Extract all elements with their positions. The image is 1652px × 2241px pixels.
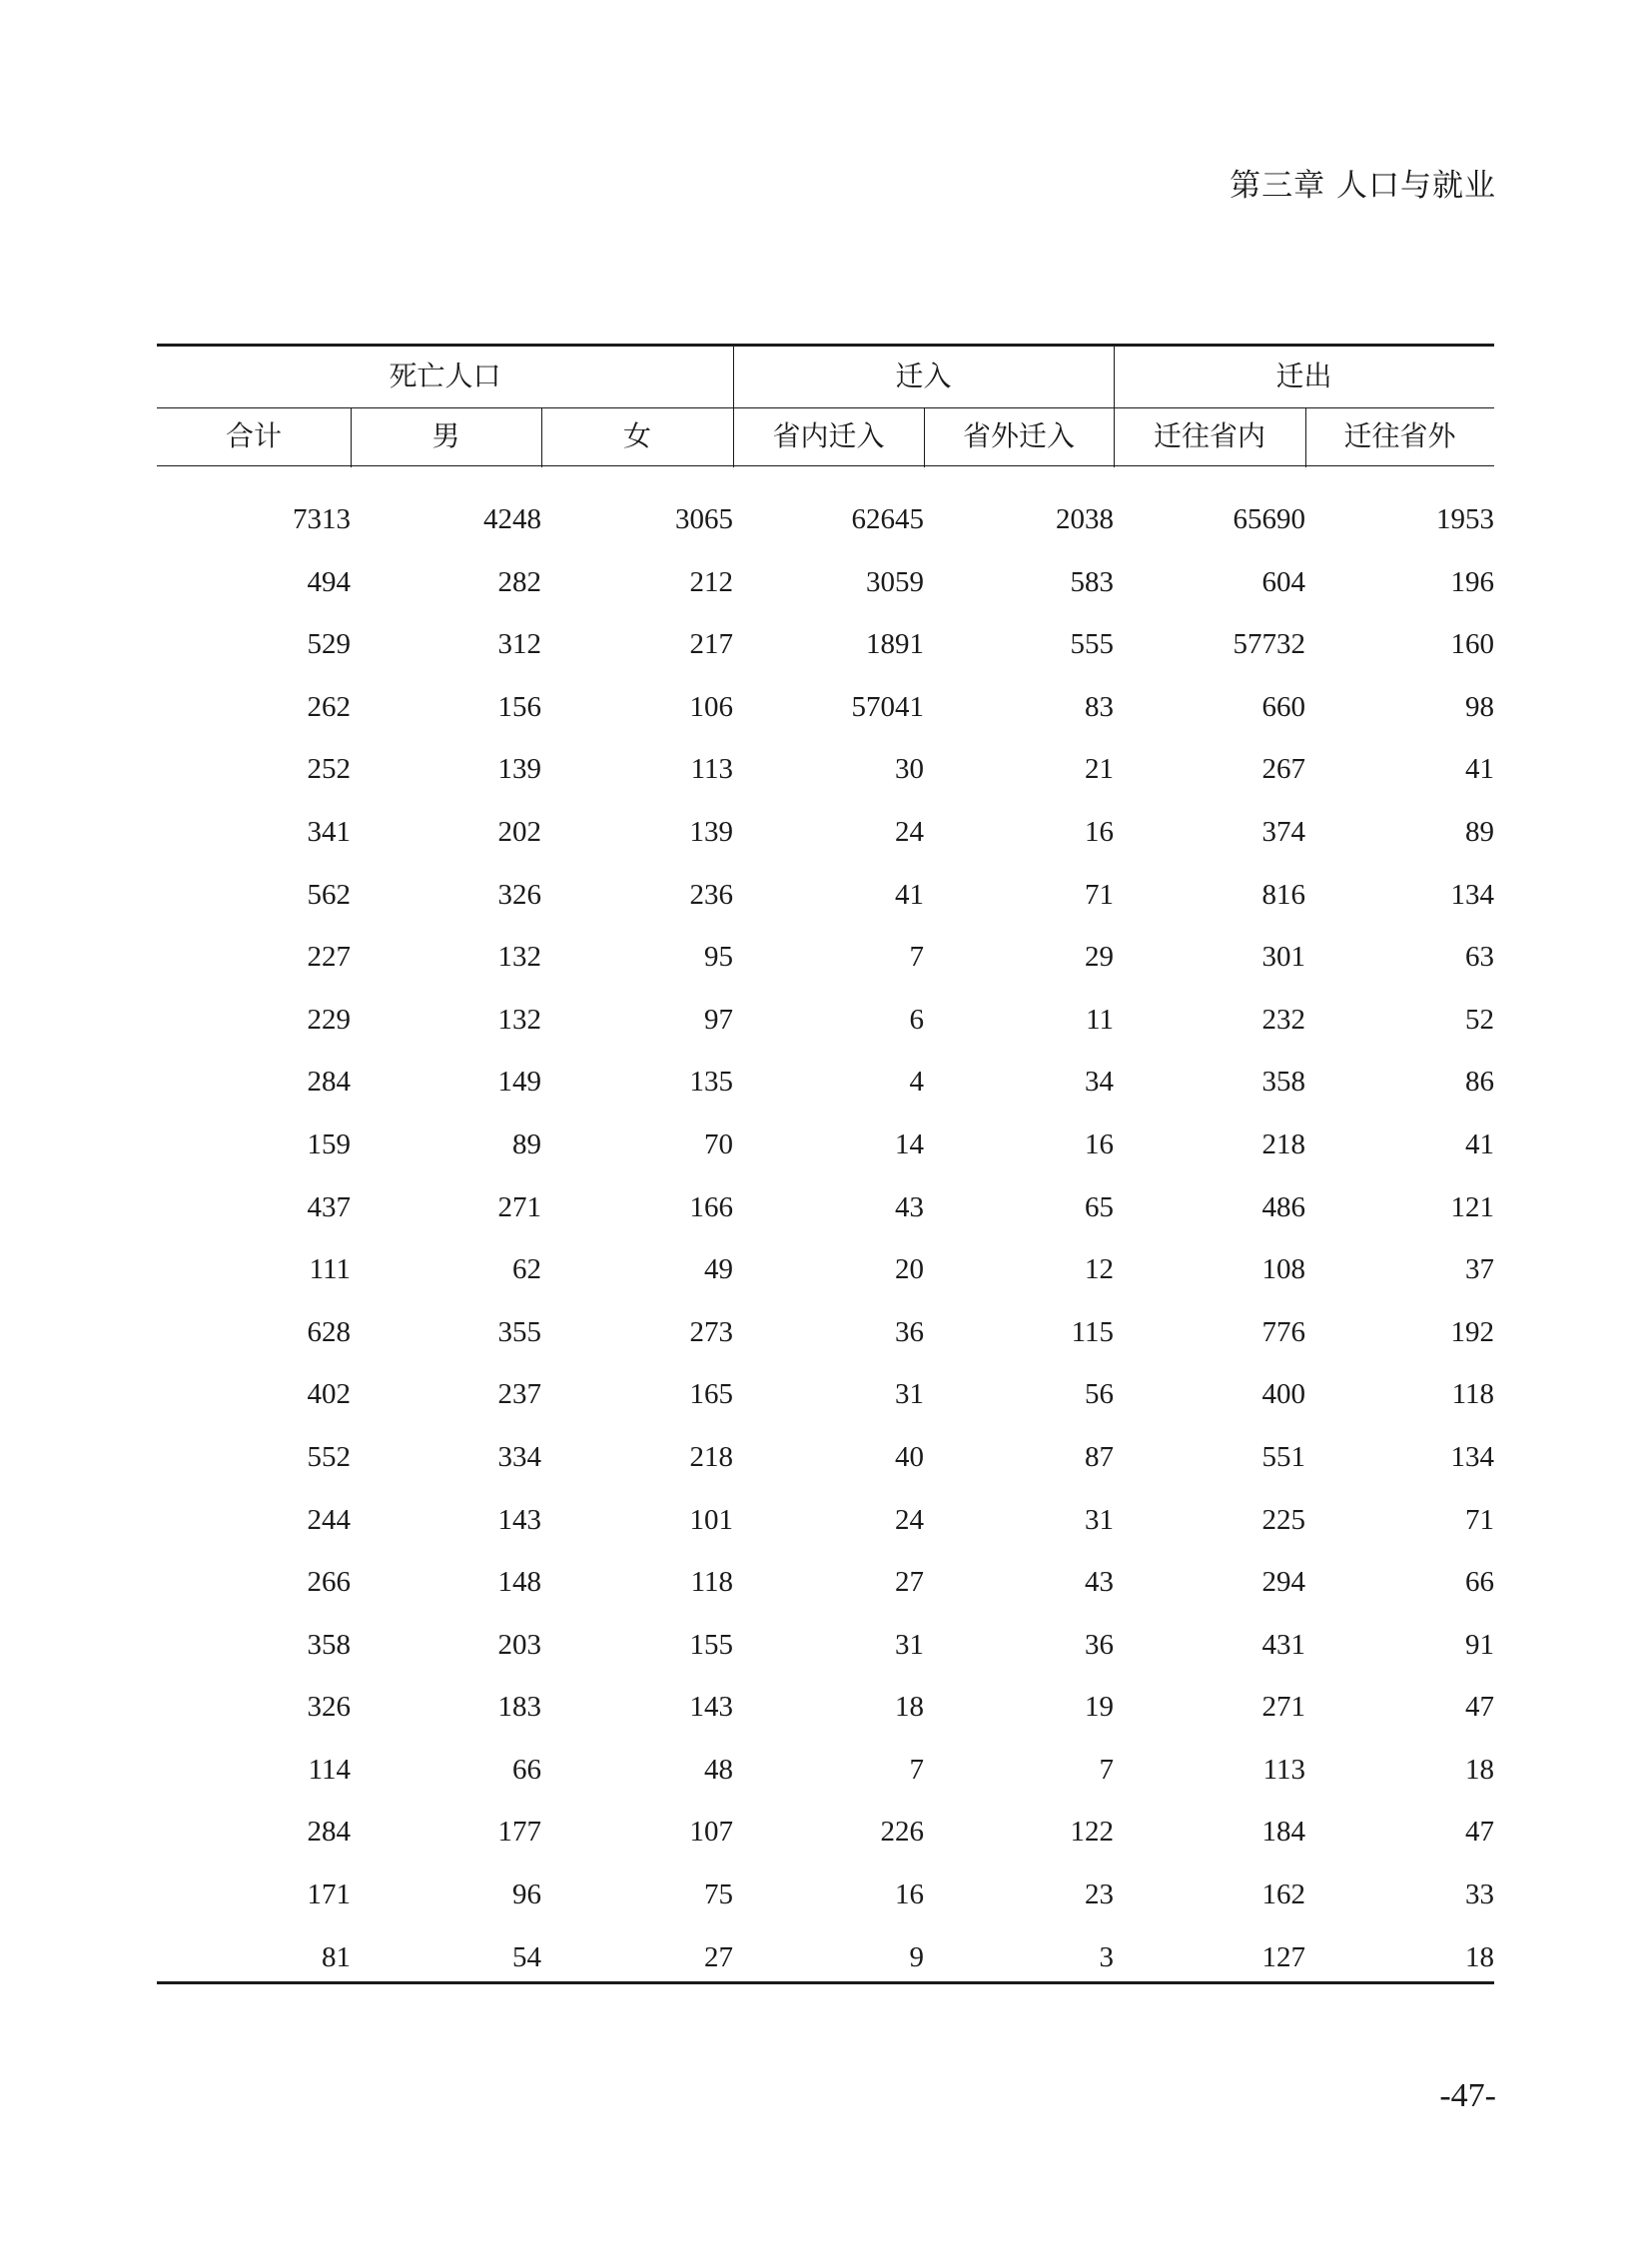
table-cell: 89	[1465, 815, 1494, 848]
table-cell: 166	[689, 1190, 733, 1223]
table-cell: 113	[1262, 1753, 1305, 1786]
table-cell: 106	[689, 690, 733, 723]
table-cell: 27	[895, 1566, 924, 1599]
table-cell: 7	[909, 941, 924, 974]
column-header-in-outside-province: 省外迁入	[962, 419, 1075, 452]
table-cell: 282	[497, 565, 541, 598]
table-cell: 12	[1085, 1253, 1114, 1286]
table-top-rule	[157, 344, 1494, 347]
table-cell: 56	[1085, 1378, 1114, 1411]
table-cell: 96	[512, 1878, 541, 1911]
table-cell: 115	[1071, 1315, 1114, 1348]
table-row	[157, 1629, 1494, 1692]
table-cell: 552	[307, 1440, 351, 1473]
table-cell: 52	[1465, 1003, 1494, 1036]
table-cell: 6	[909, 1003, 924, 1036]
table-cell: 149	[497, 1066, 541, 1099]
table-cell: 334	[497, 1440, 541, 1473]
table-cell: 165	[689, 1378, 733, 1411]
table-cell: 192	[1450, 1315, 1494, 1348]
chapter-title: 第三章 人口与就业	[1230, 168, 1496, 204]
table-cell: 232	[1261, 1003, 1305, 1036]
group-header-in-migration: 迁入	[895, 360, 952, 392]
table-cell: 101	[689, 1503, 733, 1536]
table-cell: 24	[895, 815, 924, 848]
page-number: -47-	[1439, 2077, 1496, 2114]
table-cell: 43	[1085, 1566, 1114, 1599]
table-cell: 660	[1261, 690, 1305, 723]
table-cell: 37	[1465, 1253, 1494, 1286]
table-row	[157, 1941, 1494, 2004]
table-cell: 358	[1261, 1066, 1305, 1099]
table-cell: 156	[497, 690, 541, 723]
table-cell: 98	[1465, 690, 1494, 723]
table-cell: 159	[307, 1127, 351, 1160]
table-cell: 16	[1085, 815, 1114, 848]
table-row	[157, 1816, 1494, 1878]
table-cell: 212	[689, 565, 733, 598]
header-bottom-rule	[157, 465, 1494, 466]
table-cell: 437	[307, 1190, 351, 1223]
table-row	[157, 1316, 1494, 1379]
table-cell: 229	[307, 1003, 351, 1036]
column-header-total: 合计	[225, 419, 282, 452]
table-cell: 11	[1086, 1003, 1114, 1036]
table-cell: 551	[1261, 1440, 1305, 1473]
table-row	[157, 941, 1494, 1004]
table-cell: 494	[307, 565, 351, 598]
table-cell: 355	[497, 1315, 541, 1348]
table-cell: 486	[1261, 1190, 1305, 1223]
table-cell: 41	[1465, 753, 1494, 786]
table-cell: 118	[690, 1566, 733, 1599]
table-cell: 148	[497, 1566, 541, 1599]
table-cell: 139	[497, 753, 541, 786]
table-body	[157, 503, 1494, 2003]
table-cell: 1953	[1436, 503, 1494, 535]
table-cell: 171	[307, 1878, 351, 1911]
table-cell: 273	[689, 1315, 733, 1348]
table-cell: 127	[1261, 1940, 1305, 1973]
table-cell: 3	[1099, 1940, 1114, 1973]
table-cell: 177	[497, 1816, 541, 1849]
table-cell: 326	[497, 878, 541, 911]
table-cell: 4248	[483, 503, 541, 535]
table-cell: 7313	[293, 503, 351, 535]
table-cell: 529	[307, 628, 351, 661]
column-header-female: 女	[622, 419, 651, 452]
table-cell: 555	[1070, 628, 1114, 661]
table-cell: 202	[497, 815, 541, 848]
table-cell: 237	[497, 1378, 541, 1411]
table-cell: 34	[1085, 1066, 1114, 1099]
table-cell: 431	[1261, 1628, 1305, 1661]
table-cell: 41	[1465, 1127, 1494, 1160]
table-cell: 402	[307, 1378, 351, 1411]
table-cell: 65	[1085, 1190, 1114, 1223]
table-cell: 118	[1451, 1378, 1494, 1411]
table-cell: 143	[497, 1503, 541, 1536]
table-row	[157, 1878, 1494, 1941]
table-cell: 86	[1465, 1066, 1494, 1099]
table-cell: 27	[704, 1940, 733, 1973]
table-cell: 271	[1261, 1691, 1305, 1724]
table-cell: 36	[1085, 1628, 1114, 1661]
column-header-out-province: 迁往省内	[1153, 419, 1265, 452]
table-cell: 30	[895, 753, 924, 786]
table-cell: 2038	[1056, 503, 1114, 535]
table-cell: 24	[895, 1503, 924, 1536]
table-row	[157, 1253, 1494, 1316]
table-cell: 16	[895, 1878, 924, 1911]
table-cell: 225	[1261, 1503, 1305, 1536]
table-cell: 134	[1450, 1440, 1494, 1473]
table-cell: 9	[909, 1940, 924, 1973]
table-cell: 57732	[1233, 628, 1305, 661]
table-cell: 162	[1261, 1878, 1305, 1911]
table-cell: 143	[689, 1691, 733, 1724]
table-cell: 262	[307, 690, 351, 723]
table-row	[157, 1441, 1494, 1504]
table-cell: 81	[322, 1940, 351, 1973]
table-cell: 267	[1261, 753, 1305, 786]
table-row	[157, 1566, 1494, 1629]
table-cell: 18	[1465, 1940, 1494, 1973]
table-cell: 83	[1085, 690, 1114, 723]
table-cell: 65690	[1233, 503, 1305, 535]
table-cell: 89	[512, 1127, 541, 1160]
table-cell: 184	[1261, 1816, 1305, 1849]
table-cell: 816	[1261, 878, 1305, 911]
table-cell: 160	[1450, 628, 1494, 661]
table-row	[157, 1504, 1494, 1567]
table-cell: 21	[1085, 753, 1114, 786]
table-cell: 400	[1261, 1378, 1305, 1411]
table-cell: 57041	[851, 690, 924, 723]
table-cell: 75	[704, 1878, 733, 1911]
table-cell: 54	[512, 1940, 541, 1973]
table-row	[157, 753, 1494, 816]
table-cell: 111	[309, 1253, 351, 1286]
table-cell: 196	[1450, 565, 1494, 598]
table-cell: 108	[1261, 1253, 1305, 1286]
table-cell: 29	[1085, 941, 1114, 974]
table-cell: 31	[895, 1628, 924, 1661]
table-cell: 70	[704, 1127, 733, 1160]
table-cell: 7	[1099, 1753, 1114, 1786]
table-cell: 33	[1465, 1878, 1494, 1911]
table-cell: 562	[307, 878, 351, 911]
table-cell: 217	[689, 628, 733, 661]
table-cell: 203	[497, 1628, 541, 1661]
table-cell: 271	[497, 1190, 541, 1223]
table-cell: 95	[704, 941, 733, 974]
table-row	[157, 1691, 1494, 1754]
table-cell: 244	[307, 1503, 351, 1536]
group-header-out-migration: 迁出	[1275, 360, 1332, 392]
table-cell: 604	[1261, 565, 1305, 598]
table-cell: 40	[895, 1440, 924, 1473]
table-cell: 3059	[866, 565, 924, 598]
table-cell: 583	[1070, 565, 1114, 598]
table-cell: 66	[1465, 1566, 1494, 1599]
table-cell: 23	[1085, 1878, 1114, 1911]
table-cell: 266	[307, 1566, 351, 1599]
table-cell: 107	[689, 1816, 733, 1849]
table-row	[157, 816, 1494, 879]
table-cell: 91	[1465, 1628, 1494, 1661]
table-cell: 284	[307, 1066, 351, 1099]
table-cell: 134	[1450, 878, 1494, 911]
table-cell: 132	[497, 1003, 541, 1036]
table-cell: 31	[895, 1378, 924, 1411]
table-cell: 301	[1261, 941, 1305, 974]
table-cell: 132	[497, 941, 541, 974]
table-cell: 87	[1085, 1440, 1114, 1473]
table-cell: 226	[880, 1816, 924, 1849]
table-cell: 628	[307, 1315, 351, 1348]
table-cell: 236	[689, 878, 733, 911]
table-cell: 113	[690, 753, 733, 786]
table-cell: 3065	[675, 503, 733, 535]
table-cell: 31	[1085, 1503, 1114, 1536]
table-cell: 121	[1450, 1190, 1494, 1223]
table-row	[157, 691, 1494, 754]
table-cell: 218	[689, 1440, 733, 1473]
table-cell: 47	[1465, 1816, 1494, 1849]
table-cell: 312	[497, 628, 541, 661]
table-row	[157, 1004, 1494, 1067]
table-cell: 18	[1465, 1753, 1494, 1786]
table-cell: 36	[895, 1315, 924, 1348]
table-cell: 97	[704, 1003, 733, 1036]
table-cell: 4	[909, 1066, 924, 1099]
table-cell: 66	[512, 1753, 541, 1786]
column-header-male: 男	[431, 419, 460, 452]
table-row	[157, 566, 1494, 629]
table-cell: 358	[307, 1628, 351, 1661]
table-cell: 41	[895, 878, 924, 911]
table-cell: 62	[512, 1253, 541, 1286]
table-cell: 1891	[866, 628, 924, 661]
table-cell: 7	[909, 1753, 924, 1786]
group-header-rule	[157, 407, 1494, 408]
table-cell: 218	[1261, 1127, 1305, 1160]
table-cell: 252	[307, 753, 351, 786]
table-row	[157, 1754, 1494, 1817]
table-cell: 14	[895, 1127, 924, 1160]
table-row	[157, 1378, 1494, 1441]
column-header-in-province: 省内迁入	[772, 419, 885, 452]
table-cell: 114	[308, 1753, 351, 1786]
table-cell: 122	[1070, 1816, 1114, 1849]
table-cell: 16	[1085, 1127, 1114, 1160]
table-cell: 48	[704, 1753, 733, 1786]
table-cell: 284	[307, 1816, 351, 1849]
table-cell: 139	[689, 815, 733, 848]
table-cell: 71	[1465, 1503, 1494, 1536]
table-cell: 227	[307, 941, 351, 974]
table-cell: 155	[689, 1628, 733, 1661]
table-cell: 341	[307, 815, 351, 848]
table-cell: 63	[1465, 941, 1494, 974]
column-header-out-outside-province: 迁往省外	[1343, 419, 1456, 452]
table-row	[157, 1128, 1494, 1191]
table-row	[157, 1191, 1494, 1254]
group-header-deaths: 死亡人口	[389, 360, 501, 392]
table-cell: 43	[895, 1190, 924, 1223]
table-cell: 135	[689, 1066, 733, 1099]
table-row	[157, 1066, 1494, 1128]
table-cell: 18	[895, 1691, 924, 1724]
table-cell: 47	[1465, 1691, 1494, 1724]
table-cell: 20	[895, 1253, 924, 1286]
table-cell: 183	[497, 1691, 541, 1724]
table-cell: 776	[1261, 1315, 1305, 1348]
table-cell: 71	[1085, 878, 1114, 911]
table-cell: 19	[1085, 1691, 1114, 1724]
table-row	[157, 628, 1494, 691]
table-cell: 326	[307, 1691, 351, 1724]
table-cell: 49	[704, 1253, 733, 1286]
table-bottom-rule	[157, 1981, 1494, 1984]
table-row	[157, 503, 1494, 566]
table-row	[157, 879, 1494, 942]
table-cell: 62645	[851, 503, 924, 535]
table-cell: 374	[1261, 815, 1305, 848]
table-cell: 294	[1261, 1566, 1305, 1599]
